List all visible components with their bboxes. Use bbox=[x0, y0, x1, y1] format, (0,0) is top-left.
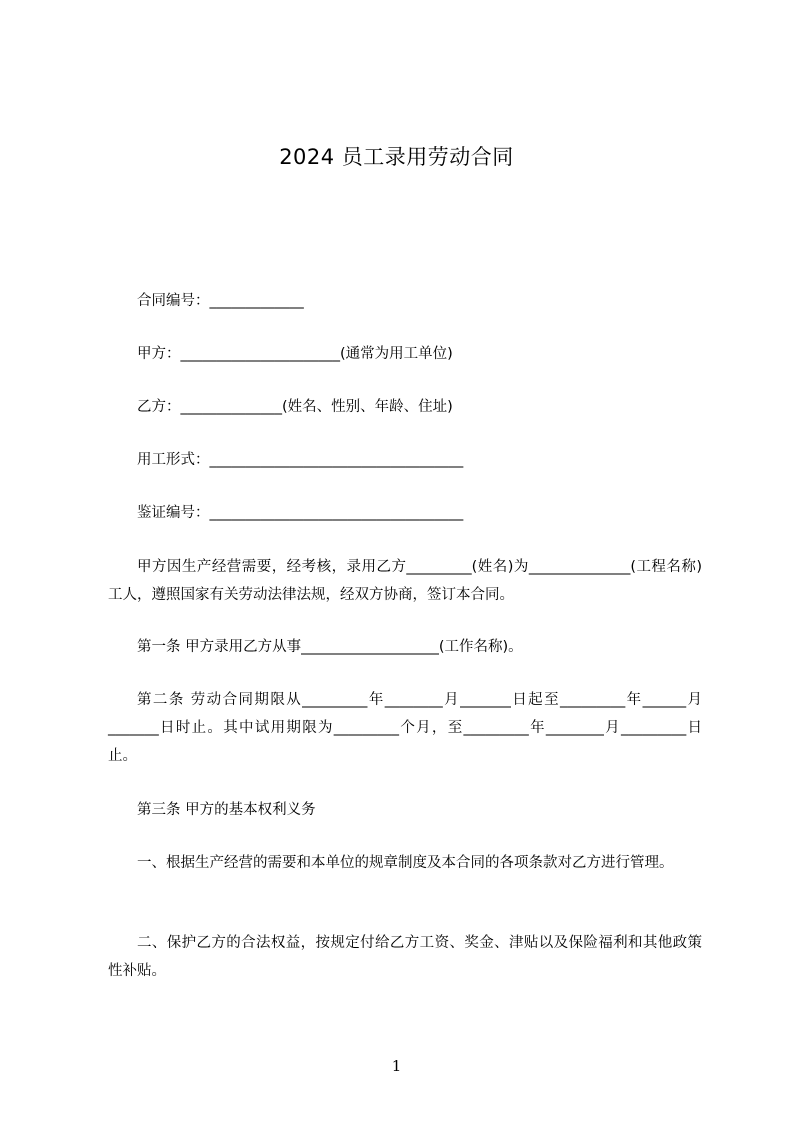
intro-paragraph: 甲方因生产经营需要，经考核，录用乙方_________(姓名)为______________(工程名称)工人，遵照国家有关劳动法律法规，经双方协商，签订本合同。 bbox=[108, 559, 702, 603]
document-title: 2024 员工录用劳动合同 bbox=[279, 145, 514, 169]
article-2-paragraph: 第二条 劳动合同期限从_________年________月_______日起至_________年______月_______日时止。其中试用期限为_________个月，至_________年________月_________日止。 bbox=[108, 692, 702, 764]
page-number: 1 bbox=[391, 1057, 402, 1075]
article-1-paragraph: 第一条 甲方录用乙方从事___________________(工作名称)。 bbox=[137, 639, 523, 655]
verification-number-field: 鉴证编号：___________________________________ bbox=[137, 505, 464, 521]
article-3-item-1: 一、根据生产经营的需要和本单位的规章制度及本合同的各项条款对乙方进行管理。 bbox=[137, 855, 674, 871]
article-3-title: 第三条 甲方的基本权利义务 bbox=[137, 802, 316, 818]
party-b-field: 乙方：______________(姓名、性别、年龄、住址) bbox=[137, 399, 453, 415]
employment-form-field: 用工形式：___________________________________ bbox=[137, 452, 464, 468]
article-3-item-2: 二、保护乙方的合法权益，按规定付给乙方工资、奖金、津贴以及保险福利和其他政策性补贴。 bbox=[108, 935, 702, 979]
contract-number-field: 合同编号：_____________ bbox=[137, 293, 304, 309]
party-a-field: 甲方：______________________(通常为用工单位) bbox=[137, 346, 453, 362]
